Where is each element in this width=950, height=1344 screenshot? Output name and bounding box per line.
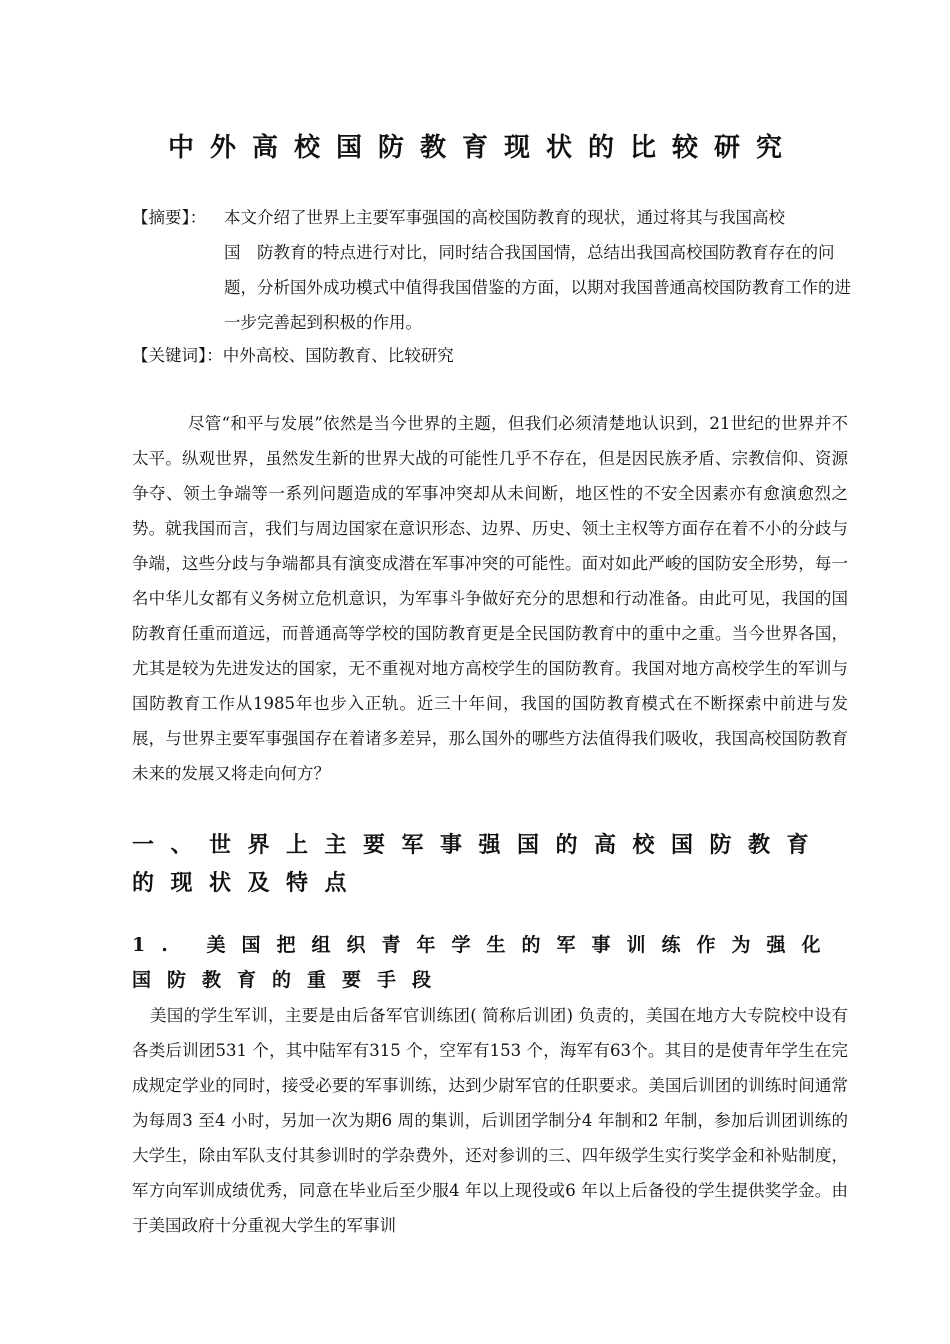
abstract-first-row bbox=[132, 200, 852, 235]
body-paragraph: 美国的学生军训，主要是由后备军官训练团( 简称后训团) 负责的，美国在地方大专院校中设有各类后训团531 个，其中陆军有315 个，空军有153 个，海军有63个。其目的是使青年学生在完成规定学业的同时，接受必要的军事训练，达到少尉军官的任职要求。美国后训团的训练时间通常为每周3 至4 小时，另加一次为期6 周的集训，后训团学制分4 年制和2 年制，参加后训团训练的大学生，除由军队支付其参训时的学杂费外，还对参训的三、四年级学生实行奖学金和补贴制度，军方向军训成绩优秀，同意在毕业后至少服4 年以上现役或6 年以上后备役的学生提供奖学金。由于美国政府十分重视大学生的军事训 bbox=[132, 1006, 848, 1235]
keywords-line bbox=[132, 338, 852, 373]
document-title: 中外高校国防教育现状的比较研究 bbox=[167, 133, 798, 163]
section-heading: 一、世界上主要军事强国的高校国防教育的现状及特点 bbox=[132, 832, 826, 896]
keywords-label: 【关键词】： bbox=[132, 346, 223, 365]
subsection-heading: 1. 美国把组织青年学生的军事训练作为强化国防教育的重要手段 bbox=[132, 934, 837, 991]
keywords-text: 中外高校、国防教育、比较研究 bbox=[222, 346, 454, 365]
abstract-label: 【摘要】： bbox=[132, 208, 207, 227]
abstract-text-first-line: 本文介绍了世界上主要军事强国的高校国防教育的现状，通过将其与我国高校 bbox=[224, 208, 785, 227]
intro-paragraph: 尽管“和平与发展”依然是当今世界的主题，但我们必须清楚地认识到，21世纪的世界并不太平。纵观世界，虽然发生新的世界大战的可能性几乎不存在，但是因民族矛盾、宗教信仰、资源争夺、领土争端等一系列问题造成的军事冲突却从未间断，地区性的不安全因素亦有愈演愈烈之势。就我国而言，我们与周边国家在意识形态、边界、历史、领土主权等方面存在着不小的分歧与争端，这些分歧与争端都具有演变成潜在军事冲突的可能性。面对如此严峻的国防安全形势，每一名中华儿女都有义务树立危机意识，为军事斗争做好充分的思想和行动准备。由此可见，我国的国防教育任重而道远，而普通高等学校的国防教育更是全民国防教育中的重中之重。当今世界各国，尤其是较为先进发达的国家，无不重视对地方高校学生的国防教育。我国对地方高校学生的军训与国防教育工作从1985年也步入正轨。近三十年间，我国的国防教育模式在不断探索中前进与发展，与世界主要军事强国存在着诸多差异，那么国外的哪些方法值得我们吸收，我国高校国防教育未来的发展又将走向何方？ bbox=[132, 414, 848, 783]
abstract-section bbox=[132, 200, 852, 340]
abstract-text-continued: 国 防教育的特点进行对比，同时结合我国国情，总结出我国高校国防教育存在的问题，分析国外成功模式中值得我国借鉴的方面，以期对我国普通高校国防教育工作的进一步完善起到积极的作用。 bbox=[224, 243, 851, 332]
